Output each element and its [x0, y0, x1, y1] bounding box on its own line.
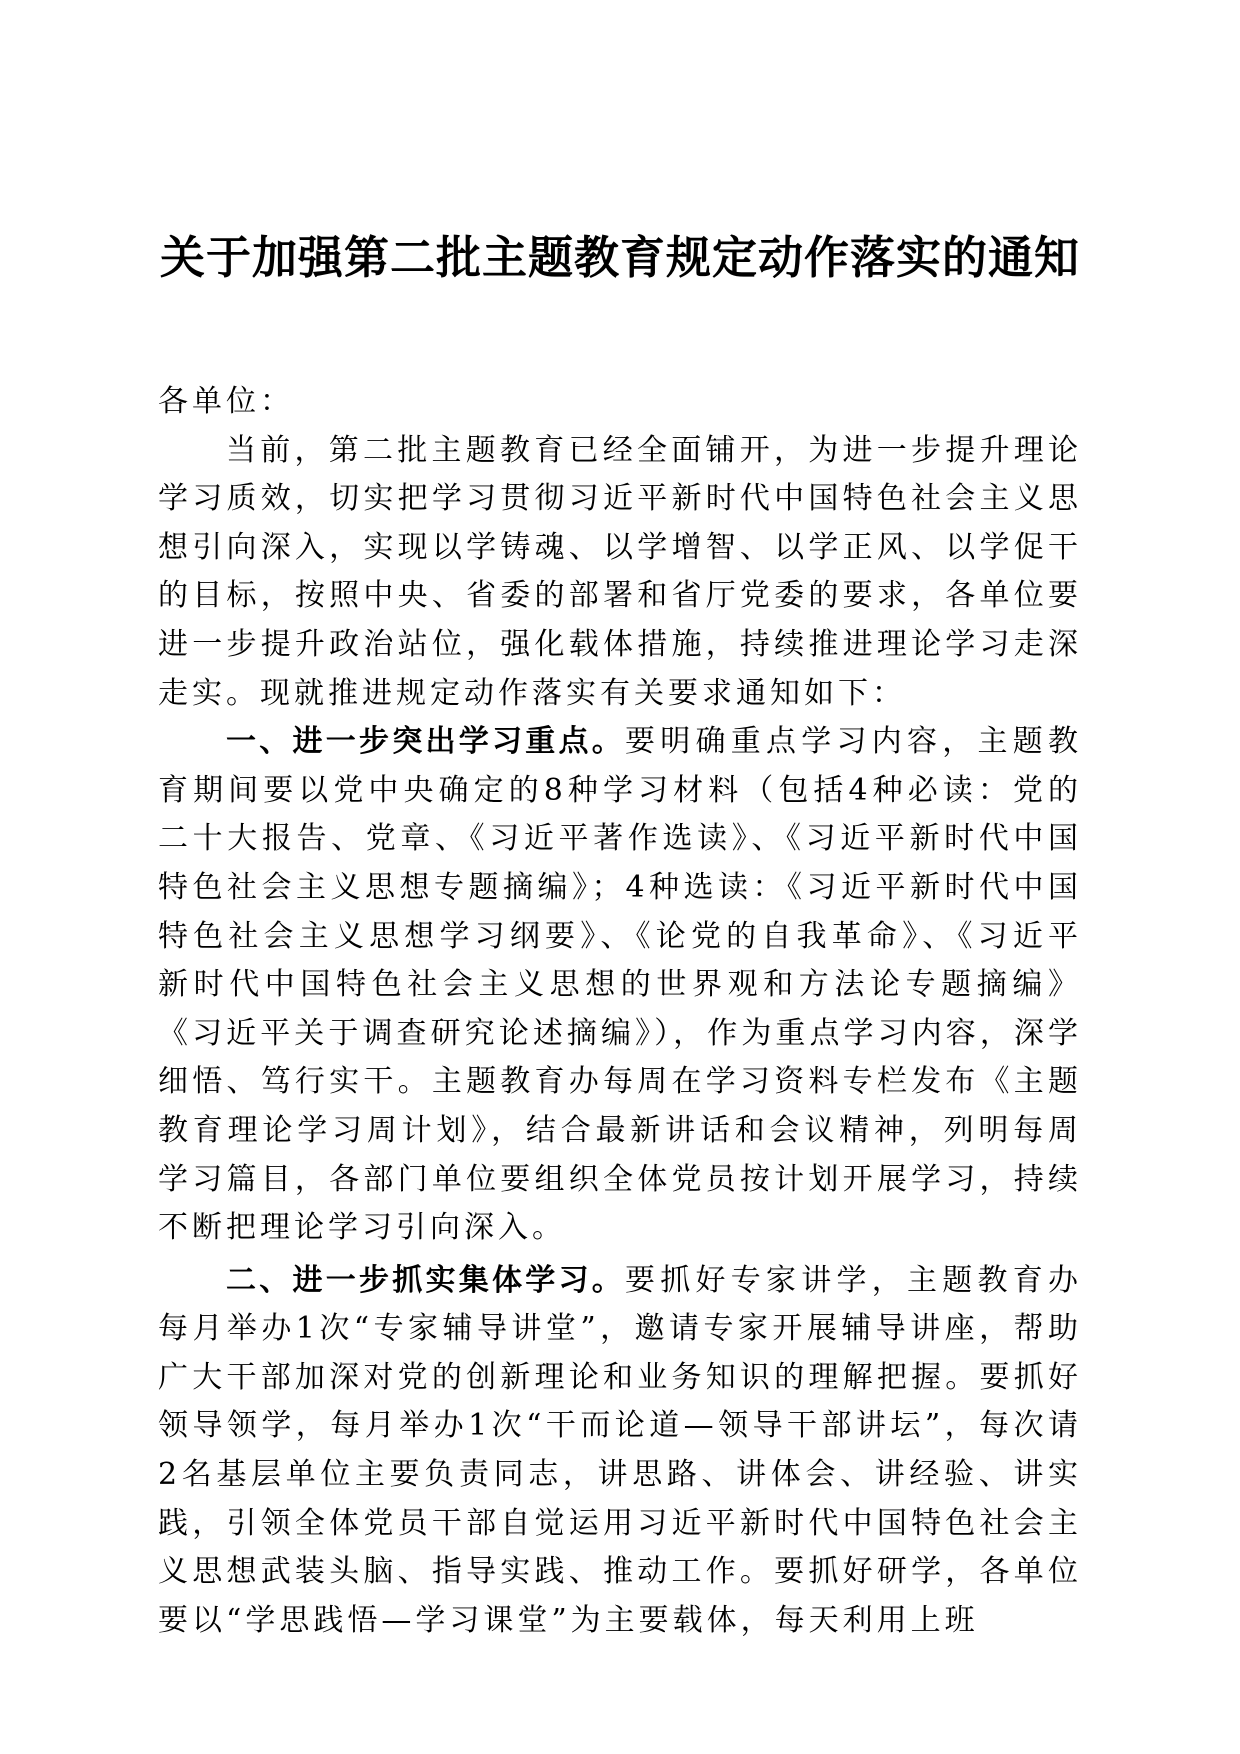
intro-paragraph: 当前，第二批主题教育已经全面铺开，为进一步提升理论学习质效，切实把学习贯彻习近平新时代中国特色社会主义思想引向深入，实现以学铸魂、以学增智、以学正风、以学促干的目标，按照中央、省委的部署和省厅党委的要求，各单位要进一步提升政治站位，强化载体措施，持续推进理论学习走深走实。现就推进规定动作落实有关要求通知如下： — [158, 432, 1082, 711]
document-title: 关于加强第二批主题教育规定动作落实的通知 — [159, 231, 1080, 284]
section-one-text: 要明确重点学习内容，主题教育期间要以党中央确定的8种学习材料（包括4种必读：党的二十大报告、党章、《习近平著作选读》、《习近平新时代中国特色社会主义思想专题摘编》；4种选读：《习近平新时代中国特色社会主义思想学习纲要》、《论党的自我革命》、《习近平新时代中国特色社会主义思想的世界观和方法论专题摘编》《习近平关于调查研究论述摘编》），作为重点学习内容，深学细悟、笃行实干。主题教育办每周在学习资料专栏发布《主题教育理论学习周计划》，结合最新讲话和会议精神，列明每周学习篇目，各部门单位要组织全体党员按计划开展学习，持续不断把理论学习引向深入。 — [158, 724, 1082, 1246]
section-one-heading: 一、进一步突出学习重点。 — [226, 724, 625, 760]
section-one-paragraph — [158, 718, 1082, 1253]
section-two-heading: 二、进一步抓实集体学习。 — [226, 1262, 625, 1298]
section-two-paragraph — [158, 1257, 1082, 1646]
document-body — [158, 378, 1082, 1645]
salutation: 各单位： — [158, 384, 294, 419]
section-two-text: 要抓好专家讲学，主题教育办每月举办1次“专家辅导讲堂”，邀请专家开展辅导讲座，帮助广大干部加深对党的创新理论和业务知识的理解把握。要抓好领导领学，每月举办1次“干而论道—领导干部讲坛”，每次请2名基层单位主要负责同志，讲思路、讲体会、讲经验、讲实践，引领全体党员干部自觉运用习近平新时代中国特色社会主义思想武装头脑、指导实践、推动工作。要抓好研学，各单位要以“学思践悟—学习课堂”为主要载体，每天利用上班 — [158, 1262, 1082, 1638]
